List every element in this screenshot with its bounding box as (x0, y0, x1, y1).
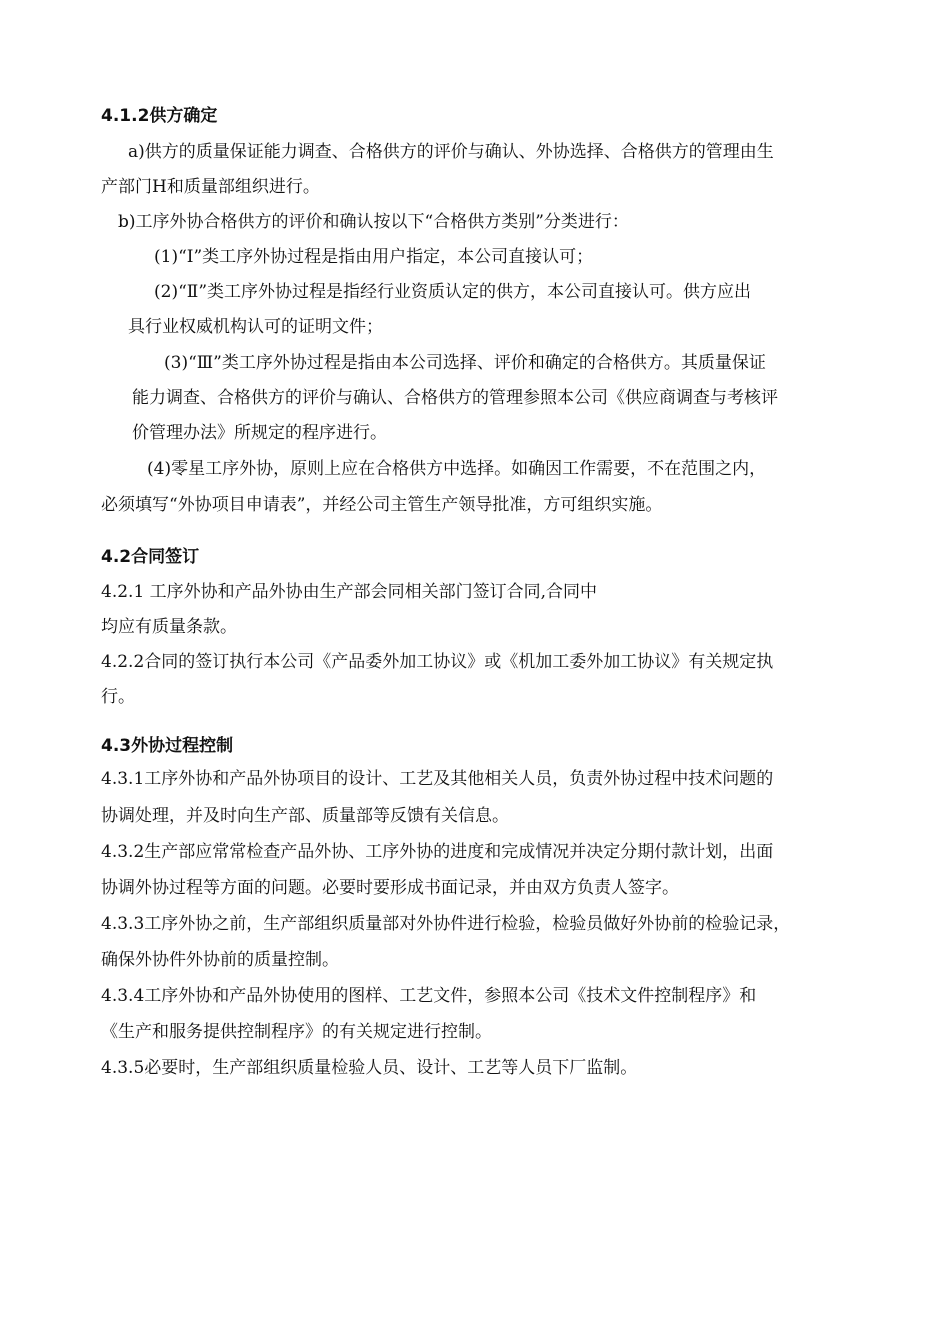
paragraph-a-line-2: 产部门H和质量部组织进行。 (101, 177, 320, 197)
item-3-line-3: 价管理办法》所规定的程序进行。 (132, 423, 387, 443)
paragraph-4-2-1-line-1: 4.2.1 工序外协和产品外协由生产部会同相关部门签订合同,合同中 (101, 582, 598, 602)
item-2-line-2: 具行业权威机构认可的证明文件； (128, 317, 383, 337)
paragraph-4-3-2-line-2: 协调外协过程等方面的问题。必要时要形成书面记录，并由双方负责人签字。 (101, 878, 679, 898)
paragraph-4-2-2-line-1: 4.2.2合同的签订执行本公司《产品委外加工协议》或《机加工委外加工协议》有关规定执 (101, 652, 774, 672)
paragraph-4-2-2-line-2: 行。 (101, 687, 135, 707)
item-2-line-1: (2)“Ⅱ”类工序外协过程是指经行业资质认定的供方，本公司直接认可。供方应出 (154, 282, 752, 302)
section-heading-4-1-2: 4.1.2供方确定 (101, 106, 218, 126)
section-heading-4-2: 4.2合同签订 (101, 547, 200, 567)
paragraph-b-line-1: b)工序外协合格供方的评价和确认按以下“合格供方类别”分类进行： (118, 212, 629, 232)
item-3-line-2: 能力调查、合格供方的评价与确认、合格供方的管理参照本公司《供应商调查与考核评 (132, 388, 778, 408)
paragraph-4-3-2-line-1: 4.3.2生产部应常常检查产品外协、工序外协的进度和完成情况并决定分期付款计划，出面 (101, 842, 774, 862)
item-3-line-1: (3)“Ⅲ”类工序外协过程是指由本公司选择、评价和确定的合格供方。其质量保证 (164, 353, 766, 373)
item-4-line-1: (4)零星工序外协，原则上应在合格供方中选择。如确因工作需要，不在范围之内， (147, 459, 767, 479)
paragraph-4-3-4-line-1: 4.3.4工序外协和产品外协使用的图样、工艺文件，参照本公司《技术文件控制程序》和 (101, 986, 757, 1006)
paragraph-4-2-1-line-2: 均应有质量条款。 (101, 617, 237, 637)
paragraph-4-3-1-line-1: 4.3.1工序外协和产品外协项目的设计、工艺及其他相关人员，负责外协过程中技术问题的 (101, 769, 774, 789)
paragraph-4-3-4-line-2: 《生产和服务提供控制程序》的有关规定进行控制。 (101, 1022, 492, 1042)
item-4-line-2: 必须填写“外协项目申请表”，并经公司主管生产领导批准，方可组织实施。 (101, 495, 663, 515)
section-heading-4-3: 4.3外协过程控制 (101, 736, 234, 756)
paragraph-a-line-1: a)供方的质量保证能力调查、合格供方的评价与确认、外协选择、合格供方的管理由生 (128, 142, 774, 162)
item-1-line-1: (1)“Ⅰ”类工序外协过程是指由用户指定，本公司直接认可； (154, 247, 594, 267)
paragraph-4-3-1-line-2: 协调处理，并及时向生产部、质量部等反馈有关信息。 (101, 806, 509, 826)
paragraph-4-3-5-line-1: 4.3.5必要时，生产部组织质量检验人员、设计、工艺等人员下厂监制。 (101, 1058, 638, 1078)
paragraph-4-3-3-line-2: 确保外协件外协前的质量控制。 (101, 950, 339, 970)
paragraph-4-3-3-line-1: 4.3.3工序外协之前，生产部组织质量部对外协件进行检验，检验员做好外协前的检验记录， (101, 914, 791, 934)
